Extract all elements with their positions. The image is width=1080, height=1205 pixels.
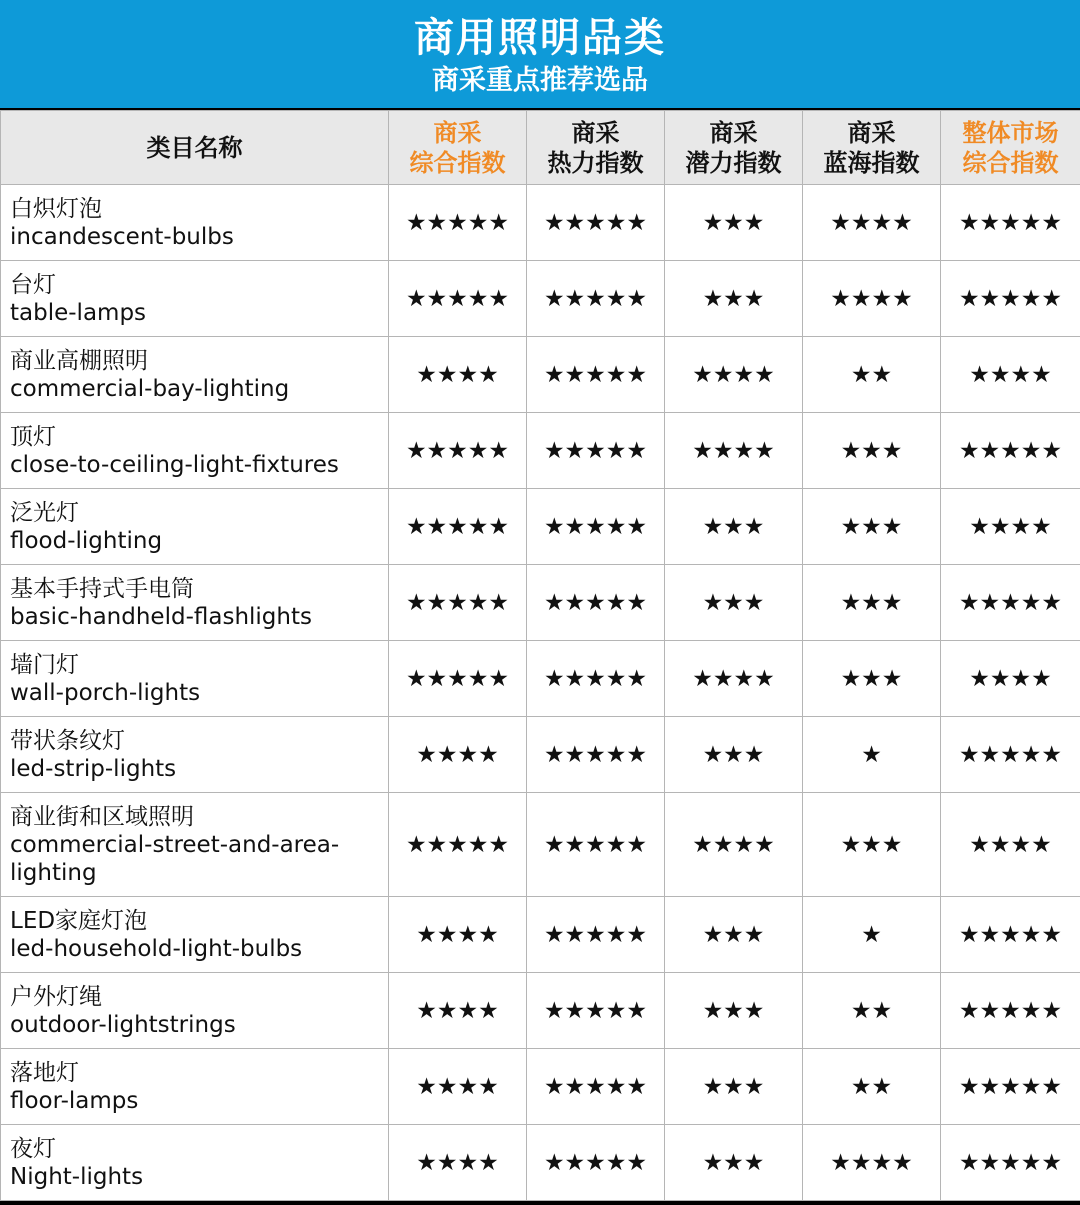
star-rating-icons: ★★★★★	[405, 831, 510, 858]
category-name-cell	[1, 413, 389, 489]
star-rating-cell	[389, 413, 527, 489]
star-rating-cell	[803, 261, 941, 337]
star-rating-cell	[665, 565, 803, 641]
star-rating-icons: ★★★	[702, 513, 765, 540]
star-rating-icons: ★★★★★	[958, 1073, 1063, 1100]
star-rating-cell	[941, 489, 1080, 565]
star-rating-cell	[941, 337, 1080, 413]
category-name-zh: 商业街和区域照明	[10, 803, 194, 830]
category-name-zh: 顶灯	[10, 423, 56, 450]
star-rating-icons: ★★★	[840, 513, 903, 540]
star-rating-icons: ★★★★	[416, 1149, 499, 1176]
header-col-commercial-blue-ocean	[803, 111, 941, 185]
star-rating-icons: ★★★★★	[543, 997, 648, 1024]
star-rating-cell	[665, 793, 803, 897]
star-rating-icons: ★	[861, 741, 882, 768]
star-rating-cell	[803, 973, 941, 1049]
star-rating-icons: ★★★★★	[543, 831, 648, 858]
star-rating-icons: ★★★★★	[958, 997, 1063, 1024]
star-rating-icons: ★★★	[702, 741, 765, 768]
star-rating-cell	[941, 1049, 1080, 1125]
star-rating-cell	[527, 413, 665, 489]
star-rating-icons: ★★★★★	[405, 513, 510, 540]
star-rating-icons: ★★★★★	[543, 1149, 648, 1176]
star-rating-cell	[389, 897, 527, 973]
star-rating-icons: ★★★★★	[543, 209, 648, 236]
table-row	[1, 1125, 1080, 1201]
star-rating-cell	[803, 413, 941, 489]
star-rating-cell	[803, 717, 941, 793]
header-line1: 商采	[571, 118, 620, 147]
table-row	[1, 337, 1080, 413]
star-rating-icons: ★★★★★	[543, 665, 648, 692]
star-rating-icons: ★★★★★	[405, 437, 510, 464]
star-rating-cell	[389, 793, 527, 897]
star-rating-icons: ★★★	[702, 1149, 765, 1176]
star-rating-cell	[665, 1049, 803, 1125]
star-rating-cell	[665, 973, 803, 1049]
star-rating-icons: ★★★★	[692, 831, 775, 858]
star-rating-icons: ★★	[850, 361, 893, 388]
star-rating-icons: ★★★	[840, 831, 903, 858]
page-subtitle: 商采重点推荐选品	[432, 65, 648, 96]
category-name-en: basic-handheld-flashlights	[10, 603, 312, 630]
star-rating-icons: ★★★	[840, 437, 903, 464]
header-line2: 蓝海指数	[823, 148, 920, 177]
table-row	[1, 185, 1080, 261]
category-name-en: led-strip-lights	[10, 755, 177, 782]
star-rating-cell	[665, 717, 803, 793]
table-row	[1, 565, 1080, 641]
star-rating-cell	[665, 1125, 803, 1201]
header-category: 类目名称	[1, 111, 389, 185]
star-rating-cell	[665, 337, 803, 413]
header-col-commercial-potential	[665, 111, 803, 185]
star-rating-icons: ★★★★★	[958, 285, 1063, 312]
star-rating-cell	[803, 565, 941, 641]
table-row	[1, 261, 1080, 337]
header-line1: 商采	[433, 118, 482, 147]
star-rating-icons: ★★★★★	[958, 589, 1063, 616]
star-rating-cell	[527, 973, 665, 1049]
category-name-cell	[1, 717, 389, 793]
title-banner	[0, 0, 1080, 108]
category-name-zh: 带状条纹灯	[10, 727, 125, 754]
star-rating-cell	[941, 1125, 1080, 1201]
category-name-cell	[1, 185, 389, 261]
category-name-zh: LED家庭灯泡	[10, 907, 148, 934]
star-rating-cell	[389, 185, 527, 261]
table-row	[1, 793, 1080, 897]
star-rating-icons: ★★★★	[416, 741, 499, 768]
star-rating-icons: ★★★★★	[958, 1149, 1063, 1176]
header-line1: 商采	[847, 118, 896, 147]
header-col-market-overall	[941, 111, 1080, 185]
star-rating-icons: ★★★★	[692, 361, 775, 388]
table-row	[1, 897, 1080, 973]
star-rating-cell	[803, 793, 941, 897]
table-body	[1, 185, 1080, 1201]
star-rating-cell	[527, 1049, 665, 1125]
category-name-zh: 台灯	[10, 271, 56, 298]
star-rating-icons: ★★★★	[416, 361, 499, 388]
star-rating-cell	[803, 185, 941, 261]
star-rating-cell	[527, 261, 665, 337]
category-name-cell	[1, 793, 389, 897]
star-rating-cell	[941, 261, 1080, 337]
star-rating-cell	[803, 1049, 941, 1125]
star-rating-cell	[527, 565, 665, 641]
table-row	[1, 1049, 1080, 1125]
category-name-en: flood-lighting	[10, 527, 163, 554]
category-name-en: table-lamps	[10, 299, 147, 326]
category-name-zh: 夜灯	[10, 1135, 56, 1162]
header-line2: 潜力指数	[685, 148, 782, 177]
star-rating-cell	[527, 717, 665, 793]
category-name-en: outdoor-lightstrings	[10, 1011, 236, 1038]
star-rating-cell	[665, 185, 803, 261]
star-rating-cell	[389, 973, 527, 1049]
category-name-cell	[1, 337, 389, 413]
star-rating-cell	[665, 489, 803, 565]
star-rating-icons: ★★★	[702, 1073, 765, 1100]
star-rating-cell	[665, 261, 803, 337]
star-rating-icons: ★★★★	[692, 665, 775, 692]
header-col-commercial-heat	[527, 111, 665, 185]
star-rating-icons: ★★★★★	[958, 921, 1063, 948]
table-row	[1, 717, 1080, 793]
star-rating-icons: ★★★★★	[958, 209, 1063, 236]
star-rating-cell	[941, 897, 1080, 973]
star-rating-icons: ★★★★	[416, 921, 499, 948]
star-rating-cell	[389, 1049, 527, 1125]
star-rating-cell	[527, 1125, 665, 1201]
header-line2: 综合指数	[409, 148, 506, 177]
star-rating-cell	[389, 717, 527, 793]
star-rating-cell	[941, 413, 1080, 489]
star-rating-cell	[527, 641, 665, 717]
category-name-en: wall-porch-lights	[10, 679, 201, 706]
star-rating-icons: ★★	[850, 1073, 893, 1100]
star-rating-icons: ★★★★★	[543, 589, 648, 616]
header-line1: 整体市场	[962, 118, 1059, 147]
star-rating-icons: ★★★★★	[543, 1073, 648, 1100]
star-rating-icons: ★★★	[702, 997, 765, 1024]
category-name-zh: 户外灯绳	[10, 983, 102, 1010]
star-rating-cell	[941, 973, 1080, 1049]
star-rating-cell	[665, 897, 803, 973]
star-rating-icons: ★★★★★	[405, 589, 510, 616]
category-name-zh: 白炽灯泡	[10, 195, 102, 222]
star-rating-icons: ★★★★	[830, 285, 913, 312]
header-col-commercial-overall	[389, 111, 527, 185]
star-rating-cell	[941, 641, 1080, 717]
star-rating-cell	[803, 489, 941, 565]
star-rating-icons: ★★★★★	[543, 285, 648, 312]
star-rating-icons: ★★★★	[969, 513, 1052, 540]
star-rating-cell	[941, 185, 1080, 261]
star-rating-icons: ★★★★	[692, 437, 775, 464]
star-rating-icons: ★★★	[702, 209, 765, 236]
category-name-en: led-household-light-bulbs	[10, 935, 303, 962]
category-name-zh: 墙门灯	[10, 651, 79, 678]
category-name-en: commercial-bay-lighting	[10, 375, 290, 402]
star-rating-cell	[389, 1125, 527, 1201]
category-name-en: close-to-ceiling-light-fixtures	[10, 451, 339, 478]
star-rating-cell	[665, 413, 803, 489]
header-line2: 热力指数	[547, 148, 644, 177]
star-rating-cell	[389, 489, 527, 565]
star-rating-cell	[389, 337, 527, 413]
star-rating-icons: ★★★★	[830, 209, 913, 236]
table-row	[1, 973, 1080, 1049]
star-rating-icons: ★	[861, 921, 882, 948]
star-rating-cell	[389, 641, 527, 717]
category-name-zh: 商业高棚照明	[10, 347, 148, 374]
category-name-en: Night-lights	[10, 1163, 144, 1190]
star-rating-icons: ★★★★	[416, 1073, 499, 1100]
category-name-cell	[1, 1125, 389, 1201]
star-rating-cell	[941, 717, 1080, 793]
table-row	[1, 489, 1080, 565]
star-rating-icons: ★★★★★	[958, 741, 1063, 768]
star-rating-cell	[803, 641, 941, 717]
star-rating-icons: ★★	[850, 997, 893, 1024]
star-rating-icons: ★★★★★	[543, 437, 648, 464]
table-row	[1, 413, 1080, 489]
table-row	[1, 641, 1080, 717]
star-rating-cell	[527, 337, 665, 413]
header-line1: 商采	[709, 118, 758, 147]
star-rating-icons: ★★★★★	[405, 285, 510, 312]
star-rating-icons: ★★★	[702, 285, 765, 312]
star-rating-cell	[527, 793, 665, 897]
star-rating-icons: ★★★★	[969, 361, 1052, 388]
star-rating-icons: ★★★★	[830, 1149, 913, 1176]
star-rating-icons: ★★★★★	[405, 665, 510, 692]
star-rating-icons: ★★★★★	[543, 513, 648, 540]
star-rating-icons: ★★★★★	[543, 741, 648, 768]
star-rating-cell	[941, 793, 1080, 897]
category-name-cell	[1, 897, 389, 973]
category-name-zh: 泛光灯	[10, 499, 79, 526]
star-rating-cell	[803, 897, 941, 973]
category-name-cell	[1, 1049, 389, 1125]
category-name-zh: 落地灯	[10, 1059, 79, 1086]
star-rating-cell	[665, 641, 803, 717]
page-title: 商用照明品类	[414, 15, 666, 61]
star-rating-cell	[527, 489, 665, 565]
category-name-en: commercial-street-and-area-lighting	[10, 831, 340, 886]
category-name-cell	[1, 565, 389, 641]
star-rating-icons: ★★★★★	[543, 361, 648, 388]
star-rating-icons: ★★★★★	[958, 437, 1063, 464]
star-rating-icons: ★★★★	[969, 665, 1052, 692]
category-name-zh: 基本手持式手电筒	[10, 575, 194, 602]
category-name-en: incandescent-bulbs	[10, 223, 234, 250]
star-rating-icons: ★★★★	[969, 831, 1052, 858]
star-rating-cell	[941, 565, 1080, 641]
star-rating-cell	[803, 1125, 941, 1201]
category-name-en: floor-lamps	[10, 1087, 139, 1114]
star-rating-icons: ★★★	[840, 589, 903, 616]
header-line2: 综合指数	[962, 148, 1059, 177]
category-name-cell	[1, 973, 389, 1049]
star-rating-icons: ★★★	[840, 665, 903, 692]
category-name-cell	[1, 261, 389, 337]
star-rating-icons: ★★★★	[416, 997, 499, 1024]
star-rating-cell	[527, 185, 665, 261]
category-name-cell	[1, 489, 389, 565]
star-rating-cell	[803, 337, 941, 413]
star-rating-cell	[527, 897, 665, 973]
ratings-table	[0, 110, 1080, 1201]
star-rating-icons: ★★★★★	[405, 209, 510, 236]
header-row	[1, 111, 1080, 185]
star-rating-cell	[389, 261, 527, 337]
star-rating-icons: ★★★★★	[543, 921, 648, 948]
category-name-cell	[1, 641, 389, 717]
star-rating-icons: ★★★	[702, 921, 765, 948]
star-rating-icons: ★★★	[702, 589, 765, 616]
star-rating-cell	[389, 565, 527, 641]
